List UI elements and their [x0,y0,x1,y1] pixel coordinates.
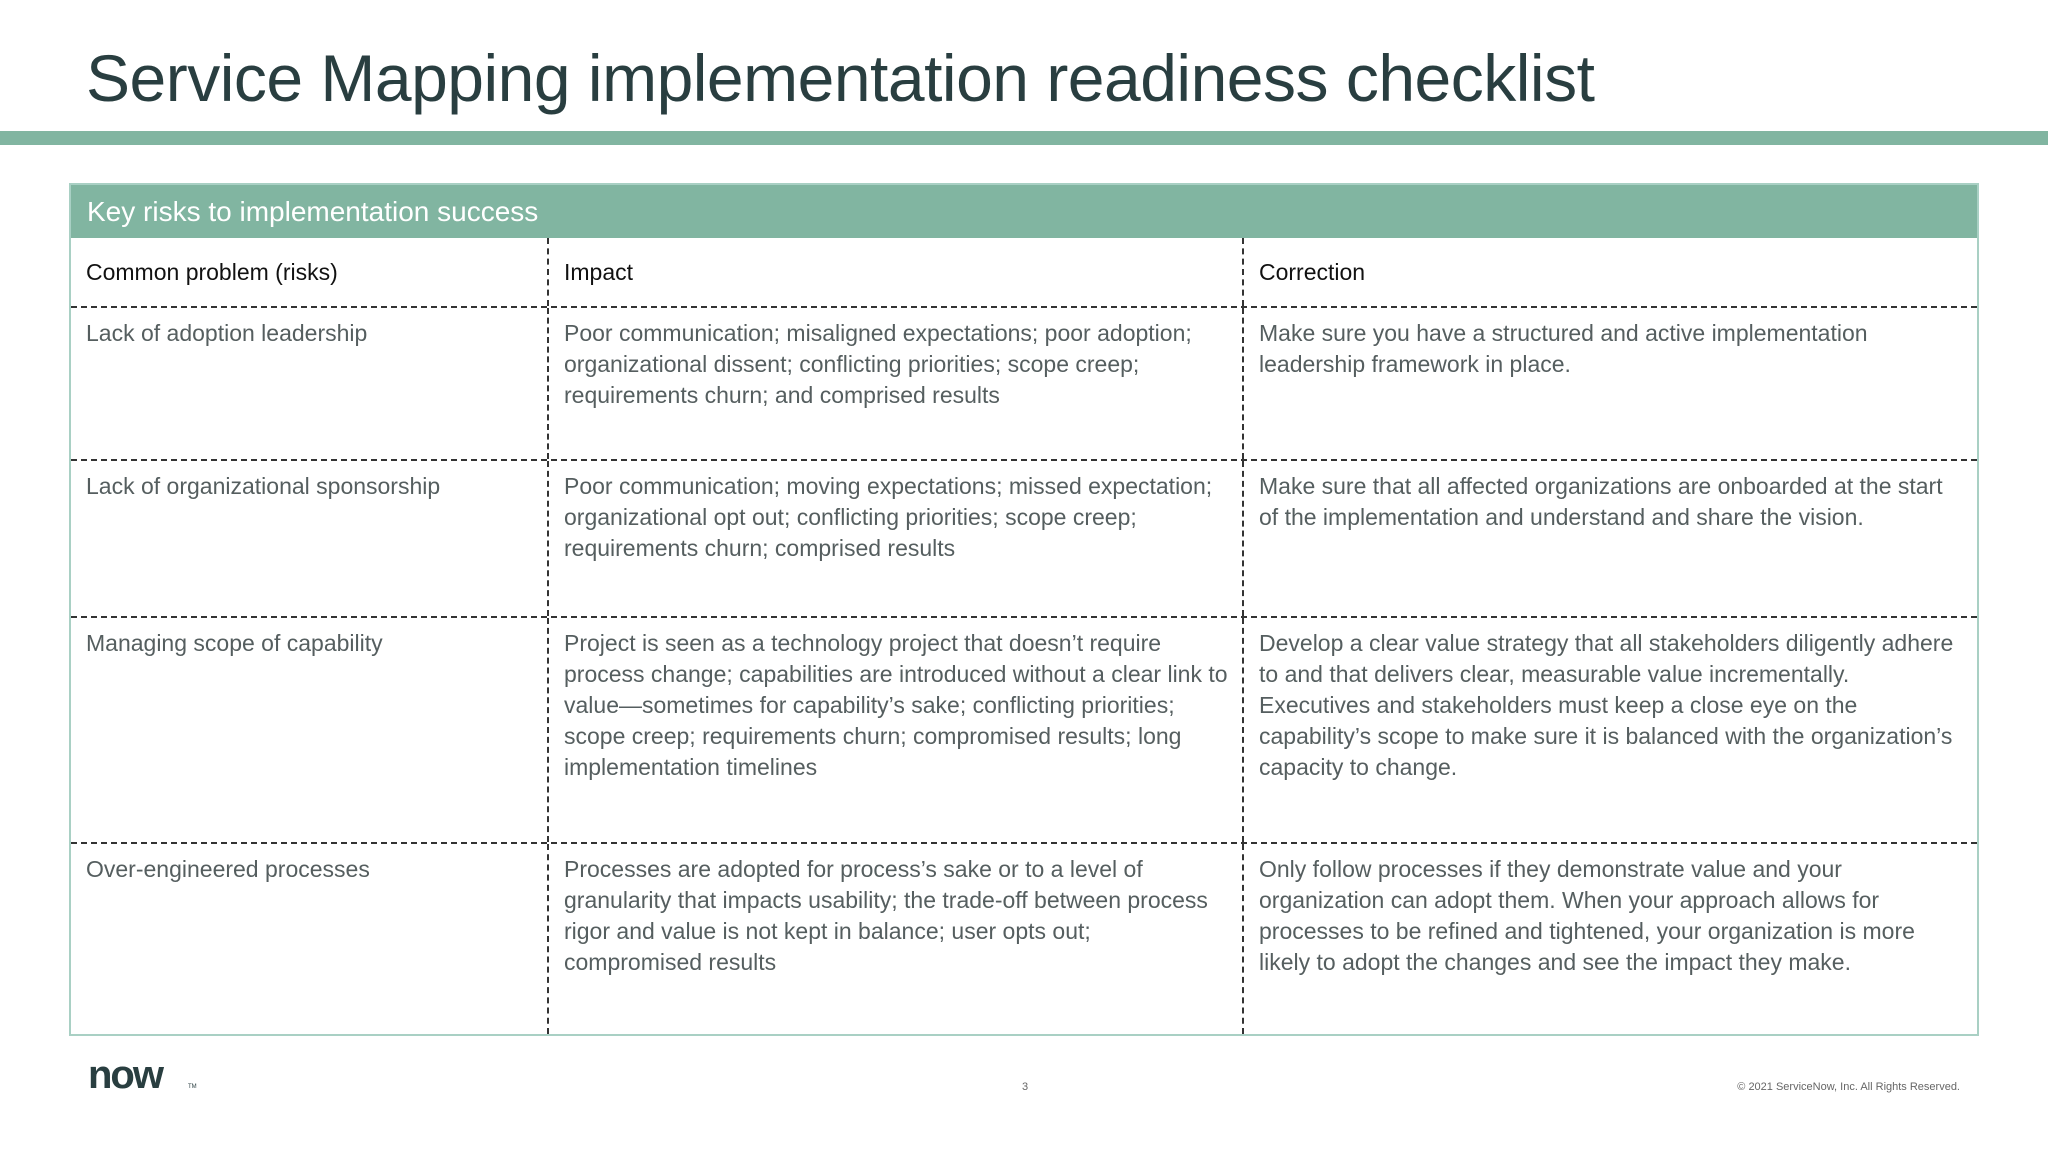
copyright-notice: © 2021 ServiceNow, Inc. All Rights Reserved. [1737,1081,1960,1093]
column-header-correction: Correction [1259,258,1366,285]
risks-table [69,183,1979,1036]
correction-cell: Only follow processes if they demonstrate value and your organization can adopt them. When your approach allows for processes to be refined and tightened, your organization is more likely to adopt the changes and see the impact they make. [1259,856,1915,975]
impact-cell: Poor communication; moving expectations; missed expectation; organizational opt out; conflicting priorities; scope creep; requirements churn; comprised results [549,461,1244,616]
problem-cell: Lack of adoption leadership [71,308,549,459]
servicenow-logo [88,1055,198,1095]
impact-cell: Project is seen as a technology project that doesn’t require process change; capabilities are introduced without a clear link to value—sometimes for capability’s sake; conflicting priorities; scope creep; requirements churn; compromised results; long implementation timelines [549,618,1244,842]
correction-cell: Make sure you have a structured and active implementation leadership framework in place. [1259,320,1868,377]
title-underline-bar [0,131,2048,145]
column-header-row [71,238,1977,308]
table-row [71,308,1977,461]
problem-cell: Lack of organizational sponsorship [71,461,549,616]
table-row [71,461,1977,618]
logo-wordmark: now [88,1055,162,1095]
correction-cell: Make sure that all affected organizations are onboarded at the start of the implementation and understand and share the vision. [1259,473,1943,530]
table-row [71,844,1977,1034]
table-header: Key risks to implementation success [71,185,1977,238]
impact-cell: Poor communication; misaligned expectations; poor adoption; organizational dissent; conflicting priorities; scope creep; requirements churn; and comprised results [549,308,1244,459]
page-title: Service Mapping implementation readiness checklist [86,41,1595,115]
problem-cell: Over-engineered processes [71,844,549,1034]
trademark-mark: TM [188,1084,197,1090]
column-header-impact: Impact [549,238,1244,306]
column-header-problem: Common problem (risks) [71,238,549,306]
impact-cell: Processes are adopted for process’s sake or to a level of granularity that impacts usability; the trade-off between process rigor and value is not kept in balance; user opts out; compromised results [549,844,1244,1034]
correction-cell: Develop a clear value strategy that all stakeholders diligently adhere to and that delivers clear, measurable value incrementally. Executives and stakeholders must keep a close eye on the capability’s scope to make sure it is balanced with the organization’s capacity to change. [1259,630,1954,780]
page-number: 3 [1022,1081,1029,1093]
table-row [71,618,1977,844]
problem-cell: Managing scope of capability [71,618,549,842]
